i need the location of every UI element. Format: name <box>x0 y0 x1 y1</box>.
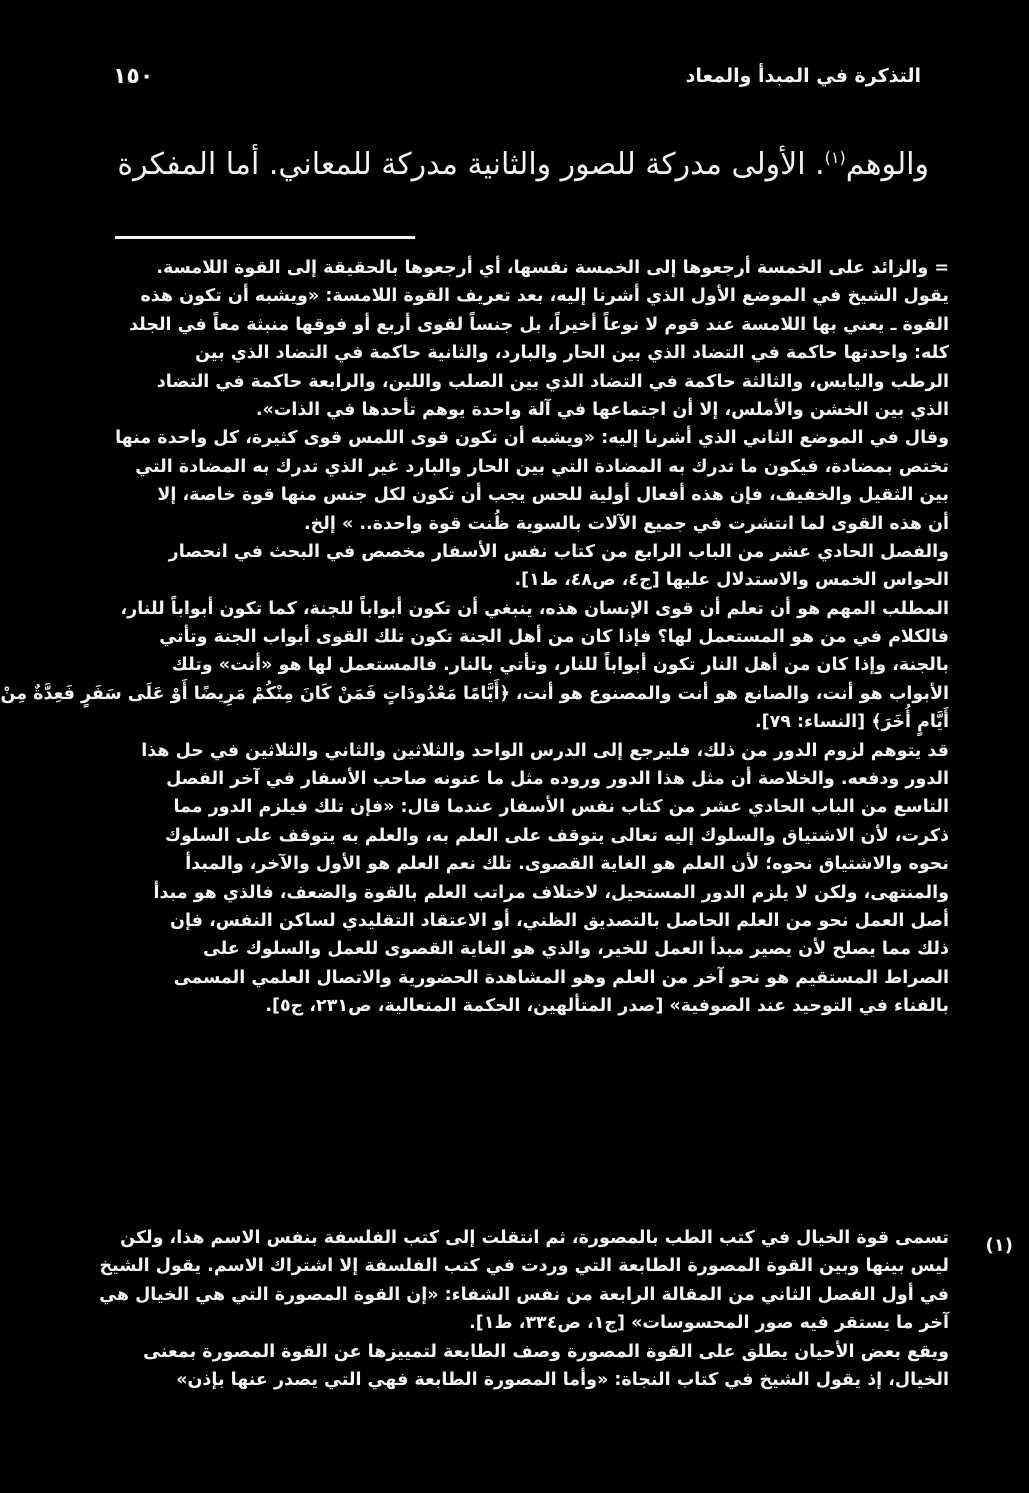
footnote-line: الأبواب هو أنت، والصانع هو أنت والمصنوع هو أنت، ﴿أَيَّامًا مَعْدُودَاتٍ فَمَنْ كَانَ مِنْكُمْ مَرِيضًا أَوْ عَلَى سَفَرٍ فَعِدَّةٌ مِنْ <box>0 683 949 704</box>
footnote-line: والمنتهى، ولكن لا يلزم الدور المستحيل، لاختلاف مراتب العلم بالقوة والضعف، فالذي هو مبدأ <box>153 882 949 903</box>
footnote-line: أن هذه القوى لما انتشرت في جميع الآلات بالسوية ظُنت قوة واحدة.. » إلخ. <box>304 513 949 534</box>
footnote-line: في أول الفصل الثاني من المقالة الرابعة من نفس الشفاء: «إن القوة المصورة التي هي الخيال هي <box>99 1284 949 1305</box>
footnote-line: ذكرت، لأن الاشتياق والسلوك إليه تعالى يتوقف على العلم به، والعلم به يتوقف على السلوك <box>165 825 949 846</box>
footnote-line: تسمى قوة الخيال في كتب الطب بالمصورة، ثم انتقلت إلى كتب الفلسفة بنفس الاسم هذا، ولكن <box>120 1228 949 1248</box>
footnote-separator-rule <box>115 236 415 239</box>
footnote-two-text <box>97 1224 1013 1394</box>
footnote-line: آخر ما يستقر فيه صور المحسوسات» [ج١، ص٣٣٤، ط١]. <box>469 1313 949 1334</box>
running-header <box>113 58 921 94</box>
footnote-line: فالكلام في من هو المستعمل لها؟ فإذا كان من أهل الجنة تكون تلك القوى أبواب الجنة وتأتي <box>159 627 949 648</box>
footnote-line: الذي بين الخشن والأملس، إلا أن اجتماعها في آلة واحدة يوهم تأحدها في الذات». <box>255 399 949 420</box>
footnote-line: الحواس الخمس والاستدلال عليها [ج٤، ص٤٨، ط١]. <box>514 570 949 591</box>
footnote-line: ذلك مما يصلح لأن يصير مبدأ العمل للخير، والذي هو الغاية القصوى للعمل والسلوك على <box>202 939 949 960</box>
footnote-two-marker: (١) <box>985 1235 1013 1256</box>
footnote-line: والفصل الحادي عشر من الباب الرابع من كتاب نفس الأسفار مخصص في البحث في انحصار <box>168 541 949 562</box>
footnote-line: نحوه والاشتياق نحوه؛ لأن العلم هو الغاية القصوى. تلك نعم العلم هو الأول والآخر، والمبدأ <box>185 854 949 875</box>
footnote-main <box>0 254 949 1021</box>
footnote-line: بين الثقيل والخفيف، فإن هذه أفعال أولية للحس يجب أن تكون لكل جنس منها قوة خاصة، إلا <box>157 485 949 506</box>
footnote-line: يقول الشيخ في الموضع الأول الذي أشرنا إليه، بعد تعريف القوة اللامسة: «ويشبه أن تكون هذه <box>140 286 949 307</box>
footnote-line: بالفناء في التوحيد عند الصوفية» [صدر المتألهين، الحكمة المتعالية، ص٢٣١، ج٥]. <box>265 996 949 1017</box>
footnote-line: الرطب واليابس، والثالثة حاكمة في التضاد الذي بين الصلب واللين، والرابعة حاكمة في التضاد <box>156 371 949 392</box>
footnote-line: أَيَّامٍ أُخَرَ﴾ [النساء: ٧٩]. <box>754 712 949 733</box>
footnote-line: تختص بمضادة، فيكون ما تدرك به المضادة التي بين الحار والبارد غير الذي تدرك به المضادة التي <box>135 456 949 477</box>
footnote-line: القوة ـ يعني بها اللامسة عند قوم لا نوعاً أخيراً، بل جنساً لقوى أربع أو فوقها منبثة معاً في الجلد <box>129 314 949 335</box>
header-title: التذكرة في المبدأ والمعاد <box>685 65 921 87</box>
footnote-line: كله: واحدتها حاكمة في التضاد الذي بين الحار والبارد، والثانية حاكمة في التضاد الذي بين <box>195 343 949 364</box>
footnote-line: الدور ودفعه. والخلاصة أن مثل هذا الدور وروده مثل ما عنونه صاحب الأسفار في آخر الفصل <box>166 769 949 790</box>
footnote-line: الخيال، إذ يقول الشيخ في كتاب النجاة: «وأما المصورة الطابعة فهي التي يصدر عنها بإذن» <box>176 1369 949 1390</box>
footnote-line: وقال في الموضع الثاني الذي أشرنا إليه: «ويشبه أن تكون قوى اللمس قوى كثيرة، كل واحدة منها <box>115 428 949 449</box>
footnote-line: ليس بينها وبين القوة المصورة الطابعة التي وردت في كتب الفلسفة إلا اشتراك الاسم. يقول الشيخ <box>99 1256 949 1277</box>
footnote-line: أصل العمل نحو من العلم الحاصل بالتصديق الظني، أو الاعتقاد التقليدي لساكن النفس، فإن <box>170 910 949 931</box>
footnote-line: قد يتوهم لزوم الدور من ذلك، فليرجع إلى الدرس الواحد والثلاثين والثاني والثلاثين في حل هذا <box>141 740 949 761</box>
body-text-line <box>105 136 929 180</box>
footnote-line: المطلب المهم هو أن تعلم أن قوى الإنسان هذه، ينبغي أن تكون أبواباً للجنة، كما تكون أبواباً للنار، <box>120 598 949 619</box>
footnote-line: ويقع بعض الأحيان يطلق على القوة المصورة وصف الطابعة لتمييزها عن القوة المصورة بمعنى <box>143 1341 949 1362</box>
footnote-line: بالجنة، وإذا كان من أهل النار تكون أبواباً للنار، وتأتي بالنار. فالمستعمل لها هو «أنت» وتلك <box>171 655 949 676</box>
footnote-reference: (١) <box>824 148 846 167</box>
footnote-line: الصراط المستقيم هو نحو آخر من العلم وهو المشاهدة الحضورية والاتصال العلمي المسمى <box>173 967 949 988</box>
page-number: ١٥٠ <box>113 63 154 89</box>
footnote-line: التاسع من الباب الحادي عشر من كتاب نفس الأسفار عندما قال: «فإن تلك فيلزم الدور مما <box>173 797 949 818</box>
body-text-end: . الأولى مدركة للصور والثانية مدركة للمعاني. أما المفكرة <box>117 147 825 182</box>
footnote-line: = والزائد على الخمسة أرجعوها إلى الخمسة نفسها، أي أرجعوها بالحقيقة إلى القوة اللامسة. <box>156 258 949 278</box>
body-text-start: والوهم <box>845 147 929 182</box>
